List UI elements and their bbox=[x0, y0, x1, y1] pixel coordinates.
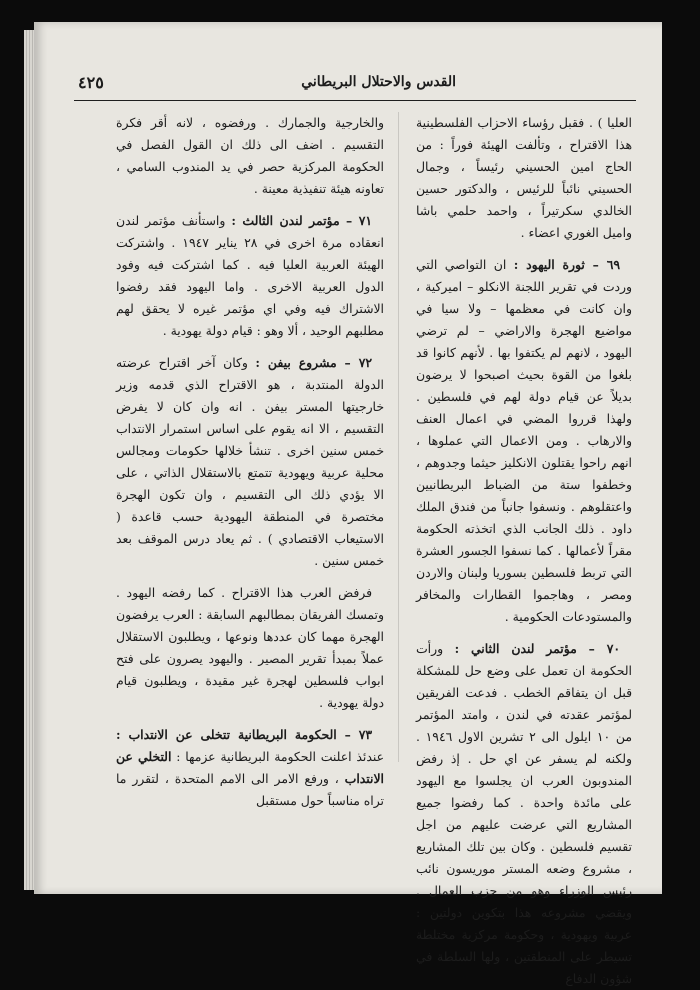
paragraph-text: العليا ) . فقبل رؤساء الاحزاب الفلسطينية هذا الاقتراح ، وتألفت الهيئة فوراً : من الحاج امين الحسيني رئيساً ، وجمال الحسيني نائباً للرئيس ، والدكتور حسين الخالدي سكرتيراً ، واحمد حلمي باشا واميل الغوري اعضاء . bbox=[416, 115, 632, 240]
section-69 bbox=[416, 254, 632, 628]
section-text: وكان آخر اقتراح عرضته الدولة المنتدبة ، هو الاقتراح الذي قدمه وزير خارجيتها المستر بيفن . انه وان كان لا يفرض التقسيم ، الا انه يقوم على اساس استمرار الانتداب خمس سنين اخرى . تنشأ خلالها حكومات ومجالس محلية عربية ويهودية تتمتع بالاستقلال الذاتي ، على الا يؤدي ذلك الى التقسيم ، وان تكون الهجرة مختصرة في المنطقة اليهودية حسب قاعدة ( الاستيعاب الاقتصادي ) . ثم يعاد درس الموقف بعد خمس سنين . bbox=[116, 355, 384, 568]
column-divider bbox=[398, 112, 399, 762]
paragraph bbox=[116, 582, 384, 714]
section-text: ورأت الحكومة ان تعمل على وضع حل للمشكلة قبل ان يتفاقم الخطب . فدعت الفريقين لمؤتمر عقدته في لندن ، وامتد المؤتمر من ١٠ ايلول الى ٢ تشرين الاول ١٩٤٦ . ولكنه لم يسفر عن اي حل . إذ رفض المندوبون العرب ان يجلسوا مع اليهود على مائدة واحدة . كما رفضوا جميع المشاريع التي عرضت عليهم من اجل تقسيم فلسطين . وكان بين تلك المشاريع ، مشروع وضعه المستر موريسون نائب رئيس الوزراء وهو من حزب العمال . ويقضي مشروعه هذا بتكوين دولتين : عربية ويهودية ، وحكومة مركزية مختلطة تسيطر على المنطقتين ، ولها السلطة في شؤون الدفاع bbox=[416, 641, 632, 986]
running-header bbox=[74, 72, 636, 98]
section-text: واستأنف مؤتمر لندن انعقاده مرة اخرى في ٢٨ يناير ١٩٤٧ . واشتركت الهيئة العربية العليا فيه . كما اشتركت فيه وفود الدول العربية الاخرى . واما اليهود فقد رفضوا الاشتراك فيه وفي اي مؤتمر غيره لا يحقق لهم مطلبهم الوحيد ، ألا وهو : قيام دولة يهودية . bbox=[116, 213, 384, 338]
section-73 bbox=[116, 724, 384, 812]
paragraph bbox=[416, 112, 632, 244]
section-70 bbox=[416, 638, 632, 990]
section-text: ، ورفع الامر الى الامم المتحدة ، لتقرر ما تراه مناسباً حول مستقبل bbox=[116, 771, 384, 808]
section-text: ان التواصي التي وردت في تقرير اللجنة الانكلو – اميركية ، وان كانت في معظمها – ولا سيا في مواضيع الهجرة والاراضي – لم ترضي اليهود ، لانهم لم يكتفوا بها . لأنهم كانوا قد بلغوا من القوة بحيث اصبحوا لا يرضون بديلاً عن قيام دولة لهم في فلسطين . ولهذا قرروا المضي في اعمال العنف والارهاب . ومن الاعمال التي عملوها ، انهم راحوا يقتلون الانكليز حيثما وجدوهم ، وخطفوا ستة من الضباط البريطانيين واعتقلوهم . ونسفوا جانباً من فندق الملك داود . ذلك الجانب الذي اتخذته الحكومة مقراً لأعمالها . كما نسفوا الجسور العشرة التي تربط فلسطين بسوريا ولبنان والاردن ومصر ، وهاجموا القطارات والمخافر والمستودعات الحكومية . bbox=[416, 257, 632, 624]
section-heading: ٧٠ – مؤتمر لندن الثاني : bbox=[454, 641, 620, 656]
section-71 bbox=[116, 210, 384, 342]
paragraph-text: فرفض العرب هذا الاقتراح . كما رفضه اليهود . وتمسك الفريقان بمطالبهم السابقة : العرب يرفضون الهجرة مهما كان عددها ونوعها ، ويطلبون الاستقلال عملاً بمبدأ تقرير المصير . واليهود يصرون على فتح ابواب فلسطين لهجرة غير مقيدة ، ويطلبون قيام دولة يهودية . bbox=[116, 585, 384, 710]
right-column bbox=[416, 112, 632, 986]
running-title: القدس والاحتلال البريطاني bbox=[301, 74, 456, 90]
section-heading: ٦٩ – ثورة اليهود : bbox=[513, 257, 620, 272]
section-text: عندئذ اعلنت الحكومة البريطانية عزمها : bbox=[176, 749, 384, 764]
emphasis-text: التخلي عن الانتداب bbox=[116, 749, 384, 786]
section-72 bbox=[116, 352, 384, 572]
paragraph-text: والخارجية والجمارك . ورفضوه ، لانه أقر فكرة التقسيم . اضف الى ذلك ان القول الفصل في الحكومة المركزية حصر في يد المندوب السامي ، تعاونه هيئة تنفيذية معينة . bbox=[116, 115, 384, 196]
header-rule bbox=[74, 100, 636, 101]
section-heading: ٧٢ – مشروع بيفن : bbox=[255, 355, 372, 370]
paragraph bbox=[116, 112, 384, 200]
section-heading: ٧٣ – الحكومة البريطانية تتخلى عن الانتداب : bbox=[116, 727, 372, 742]
section-heading: ٧١ – مؤتمر لندن الثالث : bbox=[231, 213, 372, 228]
left-column bbox=[116, 112, 384, 886]
page-number: ٤٢٥ bbox=[78, 73, 104, 92]
